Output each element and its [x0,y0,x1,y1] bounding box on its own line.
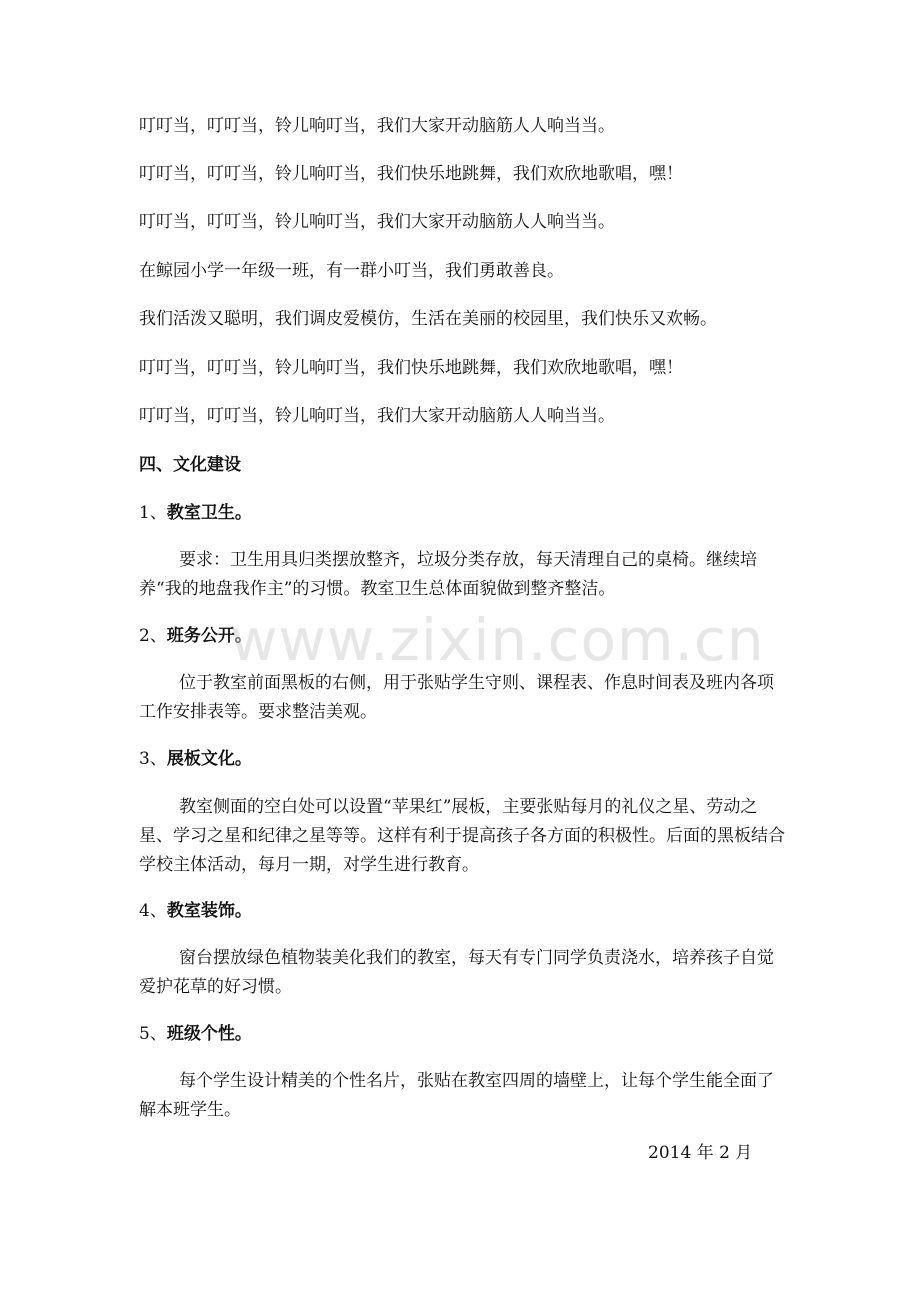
document-date: 2014 年 2 月 [648,1143,753,1163]
section-title: 四、文化建设 [139,455,241,475]
lyric-line: 叮叮当，叮叮当，铃儿响叮当，我们大家开动脑筋人人响当当。 [139,212,615,232]
item-body: 窗台摆放绿色植物装美化我们的教室，每天有专门同学负责浇水，培养孩子自觉爱护花草的好习惯。 [139,948,774,997]
item-title: 班级个性。 [166,1024,252,1044]
watermark: www.zixin.com.cn [230,606,765,674]
item-body: 要求：卫生用具归类摆放整齐，垃圾分类存放，每天清理自己的桌椅。继续培养“我的地盘我作主”的习惯。教室卫生总体面貌做到整齐整洁。 [139,550,757,599]
item-title: 展板文化。 [166,749,252,769]
item-title: 班务公开。 [166,626,252,646]
lyric-line: 叮叮当，叮叮当，铃儿响叮当，我们快乐地跳舞，我们欢欣地歌唱，嘿！ [139,358,683,378]
item-number: 3、 [139,749,167,769]
item-body: 位于教室前面黑板的右侧，用于张贴学生守则、课程表、作息时间表及班内各项工作安排表等。要求整洁美观。 [139,673,774,722]
item-title: 教室卫生。 [166,503,252,523]
item-body: 教室侧面的空白处可以设置“苹果红”展板，主要张贴每月的礼仪之星、劳动之星、学习之星和纪律之星等等。这样有利于提高孩子各方面的积极性。后面的黑板结合学校主体活动，每月一期，对学生进行教育。 [139,797,785,875]
lyric-line: 叮叮当，叮叮当，铃儿响叮当，我们大家开动脑筋人人响当当。 [139,406,615,426]
item-title: 教室装饰。 [166,901,252,921]
item-body: 每个学生设计精美的个性名片，张贴在教室四周的墙壁上，让每个学生能全面了解本班学生。 [139,1071,774,1120]
lyric-line: 我们活泼又聪明，我们调皮爱模仿，生活在美丽的校园里，我们快乐又欢畅。 [139,309,717,329]
lyric-line: 叮叮当，叮叮当，铃儿响叮当，我们快乐地跳舞，我们欢欣地歌唱，嘿！ [139,164,683,184]
item-number: 4、 [139,901,167,921]
lyric-line: 在鲸园小学一年级一班，有一群小叮当，我们勇敢善良。 [139,261,564,281]
lyric-line: 叮叮当，叮叮当，铃儿响叮当，我们大家开动脑筋人人响当当。 [139,116,615,136]
item-number: 5、 [139,1024,167,1044]
item-number: 1、 [139,503,167,523]
item-heading [139,749,252,769]
item-heading [139,1024,252,1044]
item-heading [139,901,252,921]
item-heading [139,503,252,523]
item-number: 2、 [139,626,167,646]
